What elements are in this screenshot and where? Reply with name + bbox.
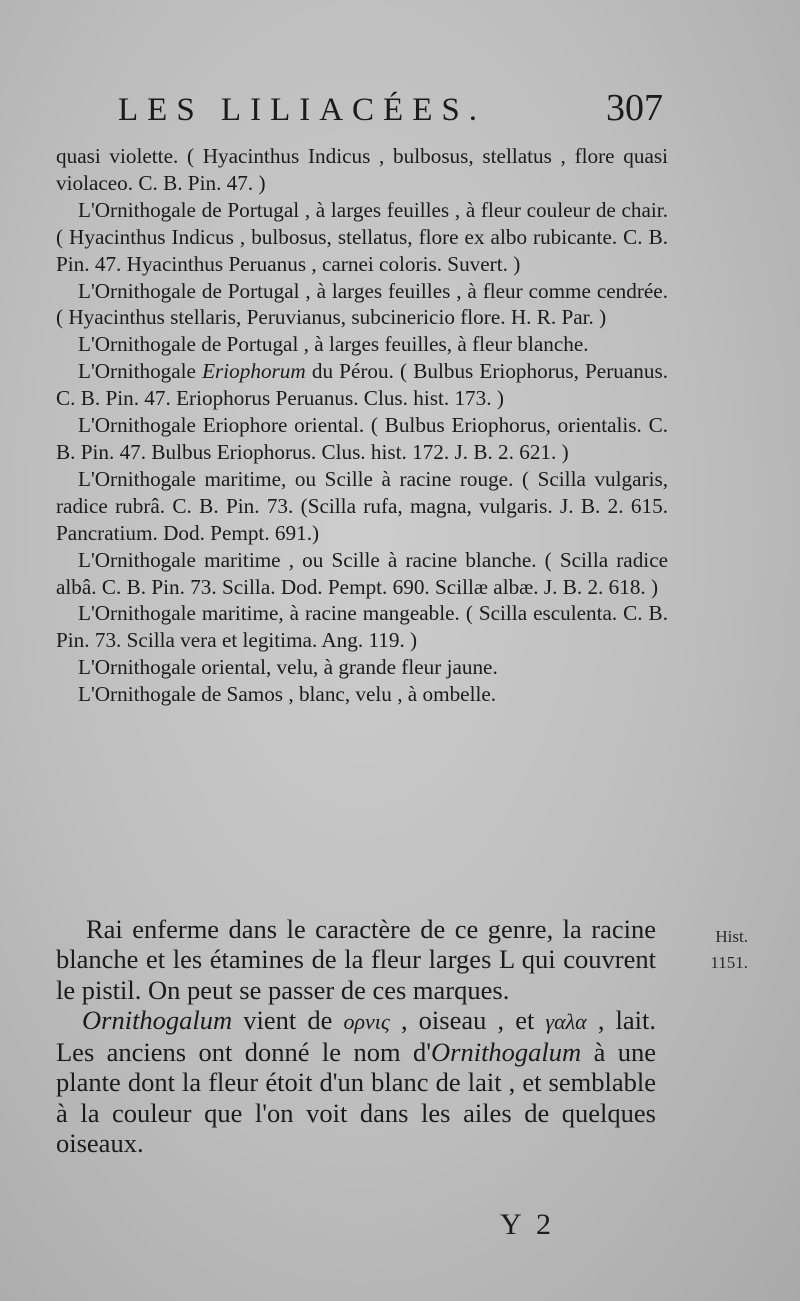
entry-1: L'Ornithogale de Portugal , à larges feuilles , à fleur couleur de chair. ( Hyacinthus Indicus , bulbosus, stellatus, flore ex albo rubicante. C. B. Pin. 47. Hyacinthus Peruanus , carnei coloris. Suvert. ) [56, 197, 668, 276]
p2-greek-1: ορνις [343, 1008, 390, 1034]
entry-4-post: du Pérou. ( Bulbus Eriophorus, Peruanus. C. B. Pin. 47. Eriophorus Peruanus. Clus. hist. 173. ) [56, 359, 668, 411]
paragraph-1: Rai enferme dans le caractère de ce genre, la racine blanche et les étamines de la fleur larges L qui couvrent le pistil. On peut se passer de ces marques. [56, 914, 656, 1005]
entry-10: L'Ornithogale de Samos , blanc, velu , à ombelle. [78, 682, 497, 707]
p2-text-1: vient de [232, 1004, 344, 1035]
p2-italic-2: Ornithogalum [431, 1037, 582, 1068]
margin-note-line-1: Hist. [715, 927, 748, 946]
p2-text-2: , oiseau , et [389, 1004, 546, 1035]
paragraph-2 [56, 1005, 656, 1158]
page-header [118, 86, 663, 132]
entry-4-pre: L'Ornithogale [78, 359, 203, 384]
p2-italic-1: Ornithogalum [82, 1004, 233, 1035]
synonym-entries [56, 143, 668, 708]
entry-3: L'Ornithogale de Portugal , à larges feuilles, à fleur blanche. [78, 332, 589, 357]
margin-note [678, 924, 748, 976]
page-number: 307 [606, 87, 663, 129]
entry-8: L'Ornithogale maritime, à racine mangeable. ( Scilla esculenta. C. B. Pin. 73. Scilla vera et legitima. Ang. 119. ) [56, 601, 668, 653]
entry-2: L'Ornithogale de Portugal , à larges feuilles , à fleur comme cendrée. ( Hyacinthus stellaris, Peruvianus, subcinericio flore. H. R. Par. ) [56, 278, 668, 330]
running-title: LES LILIACÉES. [118, 92, 486, 128]
p2-text-4: à une plante dont la fleur étoit d'un blanc de lait , et semblable à la couleur que l'on voit dans les ailes de quelques oiseaux. [56, 1037, 657, 1159]
entry-5: L'Ornithogale Eriophore oriental. ( Bulbus Eriophorus, orientalis. C. B. Pin. 47. Bulbus Eriophorus. Clus. hist. 172. J. B. 2. 621. ) [56, 413, 668, 464]
entry-6: L'Ornithogale maritime, ou Scille à racine rouge. ( Scilla vulgaris, radice rubrâ. C. B. Pin. 73. (Scilla rufa, magna, vulgaris. J. B. 2. 615. Pancratium. Dod. Pempt. 691.) [56, 466, 668, 545]
signature-mark: Y 2 [500, 1208, 556, 1241]
entry-4 [56, 358, 668, 412]
p2-text-3: , lait. Les anciens ont donné le nom d' [56, 1004, 657, 1068]
p2-greek-2: γαλα [545, 1008, 587, 1034]
entry-4-italic: Eriophorum [202, 359, 306, 384]
entry-7: L'Ornithogale maritime , ou Scille à racine blanche. ( Scilla radice albâ. C. B. Pin. 73. Scilla. Dod. Pempt. 690. Scillæ albæ. J. B. 2. 618. ) [56, 547, 668, 599]
body-text [56, 914, 656, 1158]
margin-note-line-2: 1151. [710, 953, 748, 972]
entry-0: quasi violette. ( Hyacinthus Indicus , bulbosus, stellatus , flore quasi violaceo. C. B. Pin. 47. ) [56, 144, 668, 195]
entry-9: L'Ornithogale oriental, velu, à grande fleur jaune. [78, 655, 498, 680]
